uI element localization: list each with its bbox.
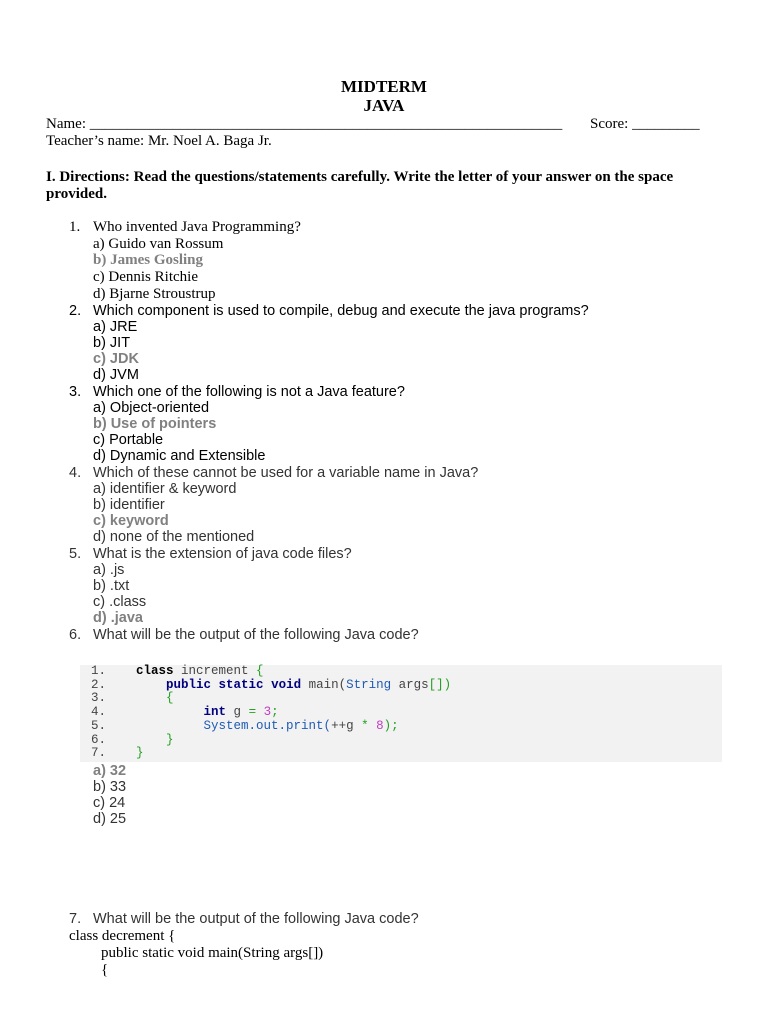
code-brace: { (256, 664, 264, 678)
exam-title: MIDTERM (341, 77, 427, 96)
code-line-4 (88, 706, 279, 720)
exam-subject: JAVA (363, 96, 405, 115)
line-number: 3. (90, 691, 106, 705)
question-number: 2. (69, 303, 82, 319)
score-line: Score: _________ (590, 116, 700, 132)
line-number: 5. (90, 719, 106, 733)
line-number: 2. (90, 678, 106, 692)
code-identifier: args (391, 678, 429, 692)
question-text: Which one of the following is not a Java feature? (93, 384, 405, 400)
option: b) .txt (93, 578, 130, 594)
code-line-7 (88, 747, 144, 761)
line-number: 1. (90, 664, 106, 678)
option: d) JVM (93, 367, 139, 383)
question-text: What is the extension of java code files? (93, 546, 352, 562)
code-type: String (346, 678, 392, 692)
option: d) 25 (93, 811, 127, 827)
code-keyword: public static (166, 678, 264, 692)
code-line-3 (88, 692, 174, 706)
option: a) .js (93, 562, 125, 578)
question-number: 7. (69, 911, 82, 927)
option: d) Dynamic and Extensible (93, 448, 266, 464)
question-text: Which of these cannot be used for a variable name in Java? (93, 465, 479, 481)
option: c) Portable (93, 432, 164, 448)
code-line-1 (88, 665, 264, 679)
code-identifier: main( (301, 678, 347, 692)
code-keyword: int (203, 705, 227, 719)
line-number: 6. (90, 733, 106, 747)
code-number: 3 (256, 705, 272, 719)
teacher-name: Teacher’s name: Mr. Noel A. Baga Jr. (46, 133, 272, 149)
code-brace: } (136, 746, 144, 760)
option: d) Bjarne Stroustrup (93, 286, 216, 302)
option: a) Object-oriented (93, 400, 210, 416)
question-number: 3. (69, 384, 82, 400)
option-answer: c) JDK (93, 351, 139, 367)
code-identifier: increment (173, 664, 257, 678)
option: a) identifier & keyword (93, 481, 237, 497)
code-line-5 (88, 720, 399, 734)
option: d) none of the mentioned (93, 529, 255, 545)
code-identifier: ++g (331, 719, 362, 733)
code-line-2: public static void main(String args[]) (101, 945, 324, 961)
option-answer: a) 32 (93, 763, 127, 779)
question-number: 6. (69, 627, 82, 643)
option: c) .class (93, 594, 147, 610)
option: b) identifier (93, 497, 165, 513)
line-number: 4. (90, 705, 106, 719)
option: c) 24 (93, 795, 126, 811)
code-brace: { (166, 691, 174, 705)
directions-line-1: I. Directions: Read the questions/statements carefully. Write the letter of your answer on the space (46, 169, 674, 185)
question-text: Who invented Java Programming? (93, 219, 301, 235)
code-brace: } (166, 733, 174, 747)
code-brackets: []) (428, 678, 452, 692)
option: a) Guido van Rossum (93, 236, 224, 252)
code-line-3: { (101, 962, 109, 978)
code-identifier: g (226, 705, 249, 719)
code-close: ); (383, 719, 399, 733)
code-operator: = (248, 705, 257, 719)
line-number: 7. (90, 746, 106, 760)
name-line: Name: _______________________________________________________________ (46, 116, 563, 132)
question-number: 5. (69, 546, 82, 562)
question-text: What will be the output of the following Java code? (93, 911, 419, 927)
code-operator: * (361, 719, 369, 733)
code-line-1: class decrement { (69, 928, 176, 944)
option-answer: d) .java (93, 610, 143, 626)
code-semicolon: ; (271, 705, 279, 719)
option-answer: b) Use of pointers (93, 416, 217, 432)
directions-line-2: provided. (46, 186, 107, 202)
option: b) 33 (93, 779, 127, 795)
code-type: System (203, 719, 249, 733)
code-keyword: void (271, 678, 302, 692)
question-number: 1. (69, 219, 81, 235)
option: b) JIT (93, 335, 131, 351)
option-answer: b) James Gosling (93, 252, 204, 268)
option: c) Dennis Ritchie (93, 269, 198, 285)
option-answer: c) keyword (93, 513, 169, 529)
question-number: 4. (69, 465, 82, 481)
code-member: .out.print( (248, 719, 332, 733)
code-number: 8 (368, 719, 384, 733)
code-keyword: class (136, 664, 174, 678)
question-text: Which component is used to compile, debug and execute the java programs? (93, 303, 589, 319)
question-text: What will be the output of the following Java code? (93, 627, 419, 643)
option: a) JRE (93, 319, 138, 335)
